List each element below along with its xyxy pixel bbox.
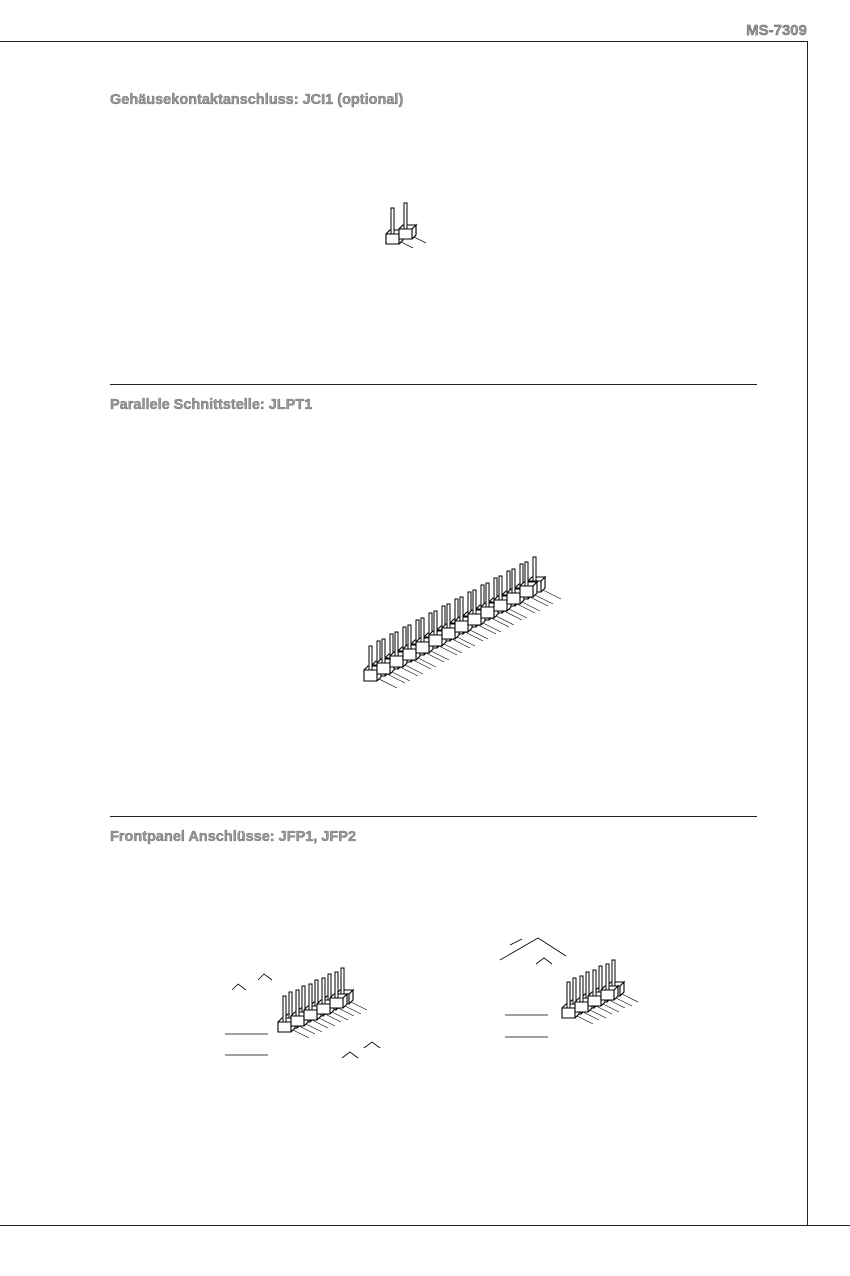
pin (341, 968, 344, 994)
speaker-symbol (500, 938, 566, 964)
pin (593, 970, 596, 996)
pin (283, 996, 286, 1022)
pin (328, 974, 331, 1000)
pin-lead (470, 630, 488, 639)
pin-lead (543, 590, 561, 599)
pin (408, 625, 411, 649)
pin-lead (465, 632, 483, 641)
pin (573, 978, 576, 1004)
pin (289, 992, 292, 1018)
pin (382, 639, 385, 663)
pin-lead (577, 1016, 593, 1024)
pin-lead (392, 672, 410, 681)
pin-lead (496, 616, 514, 625)
pin-lead (452, 639, 470, 648)
pin (606, 964, 609, 990)
pin-lead (483, 623, 501, 632)
jci1-pin-header-diagram (386, 203, 426, 248)
pin (567, 982, 570, 1008)
pin (434, 611, 437, 635)
pin (309, 984, 312, 1010)
pin-lead (351, 1002, 367, 1010)
pin (302, 986, 305, 1012)
pin (512, 569, 515, 593)
pin-lead (478, 625, 496, 634)
pin-lead (444, 644, 462, 653)
pin (322, 978, 325, 1004)
pin-lead (418, 658, 436, 667)
pin (533, 557, 536, 581)
pin-lead (431, 651, 449, 660)
pin-lead (439, 646, 457, 655)
pin (460, 597, 463, 621)
pin (586, 972, 589, 998)
pin-lead (400, 667, 418, 676)
pin (315, 980, 318, 1006)
pin-lead (413, 660, 431, 669)
jfp2-pin-header-diagram (500, 938, 638, 1037)
pin (499, 576, 502, 600)
pin-lead (509, 609, 527, 618)
pin-lead (504, 611, 522, 620)
pin-lead (517, 604, 535, 613)
pin-lead (491, 618, 509, 627)
pin-lead (426, 653, 444, 662)
pin (473, 590, 476, 614)
pin-lead (535, 595, 553, 604)
switch-symbol (342, 1042, 380, 1058)
pin-lead (414, 237, 426, 243)
pin (421, 618, 424, 642)
pin (404, 203, 407, 229)
pin-lead (457, 637, 475, 646)
pin (612, 960, 615, 986)
pin (335, 972, 338, 998)
pin-lead (401, 242, 413, 248)
pin-lead (387, 674, 405, 683)
section-title-jlpt1: Parallele Schnittstelle: JLPT1 (110, 397, 313, 413)
pin (447, 604, 450, 628)
model-number: MS-7309 (746, 22, 807, 39)
pin (525, 562, 528, 586)
pin-lead (379, 679, 397, 688)
section-title-jfp: Frontpanel Anschlüsse: JFP1, JFP2 (110, 829, 357, 845)
pin (599, 966, 602, 992)
pin (369, 646, 372, 670)
pin-lead (405, 665, 423, 674)
section-title-jci1: Gehäusekontaktanschluss: JCI1 (optional) (110, 92, 404, 108)
jlpt1-pin-header-diagram (364, 557, 561, 688)
pin (486, 583, 489, 607)
pin (395, 632, 398, 656)
pin-lead (522, 602, 540, 611)
jfp1-pin-header-diagram (225, 968, 380, 1058)
pin-lead (530, 597, 548, 606)
pin-lead (622, 994, 638, 1002)
switch-symbol (232, 974, 272, 990)
pin (391, 208, 394, 234)
pin-lead (293, 1030, 309, 1038)
pin (296, 990, 299, 1016)
pin (580, 976, 583, 1002)
